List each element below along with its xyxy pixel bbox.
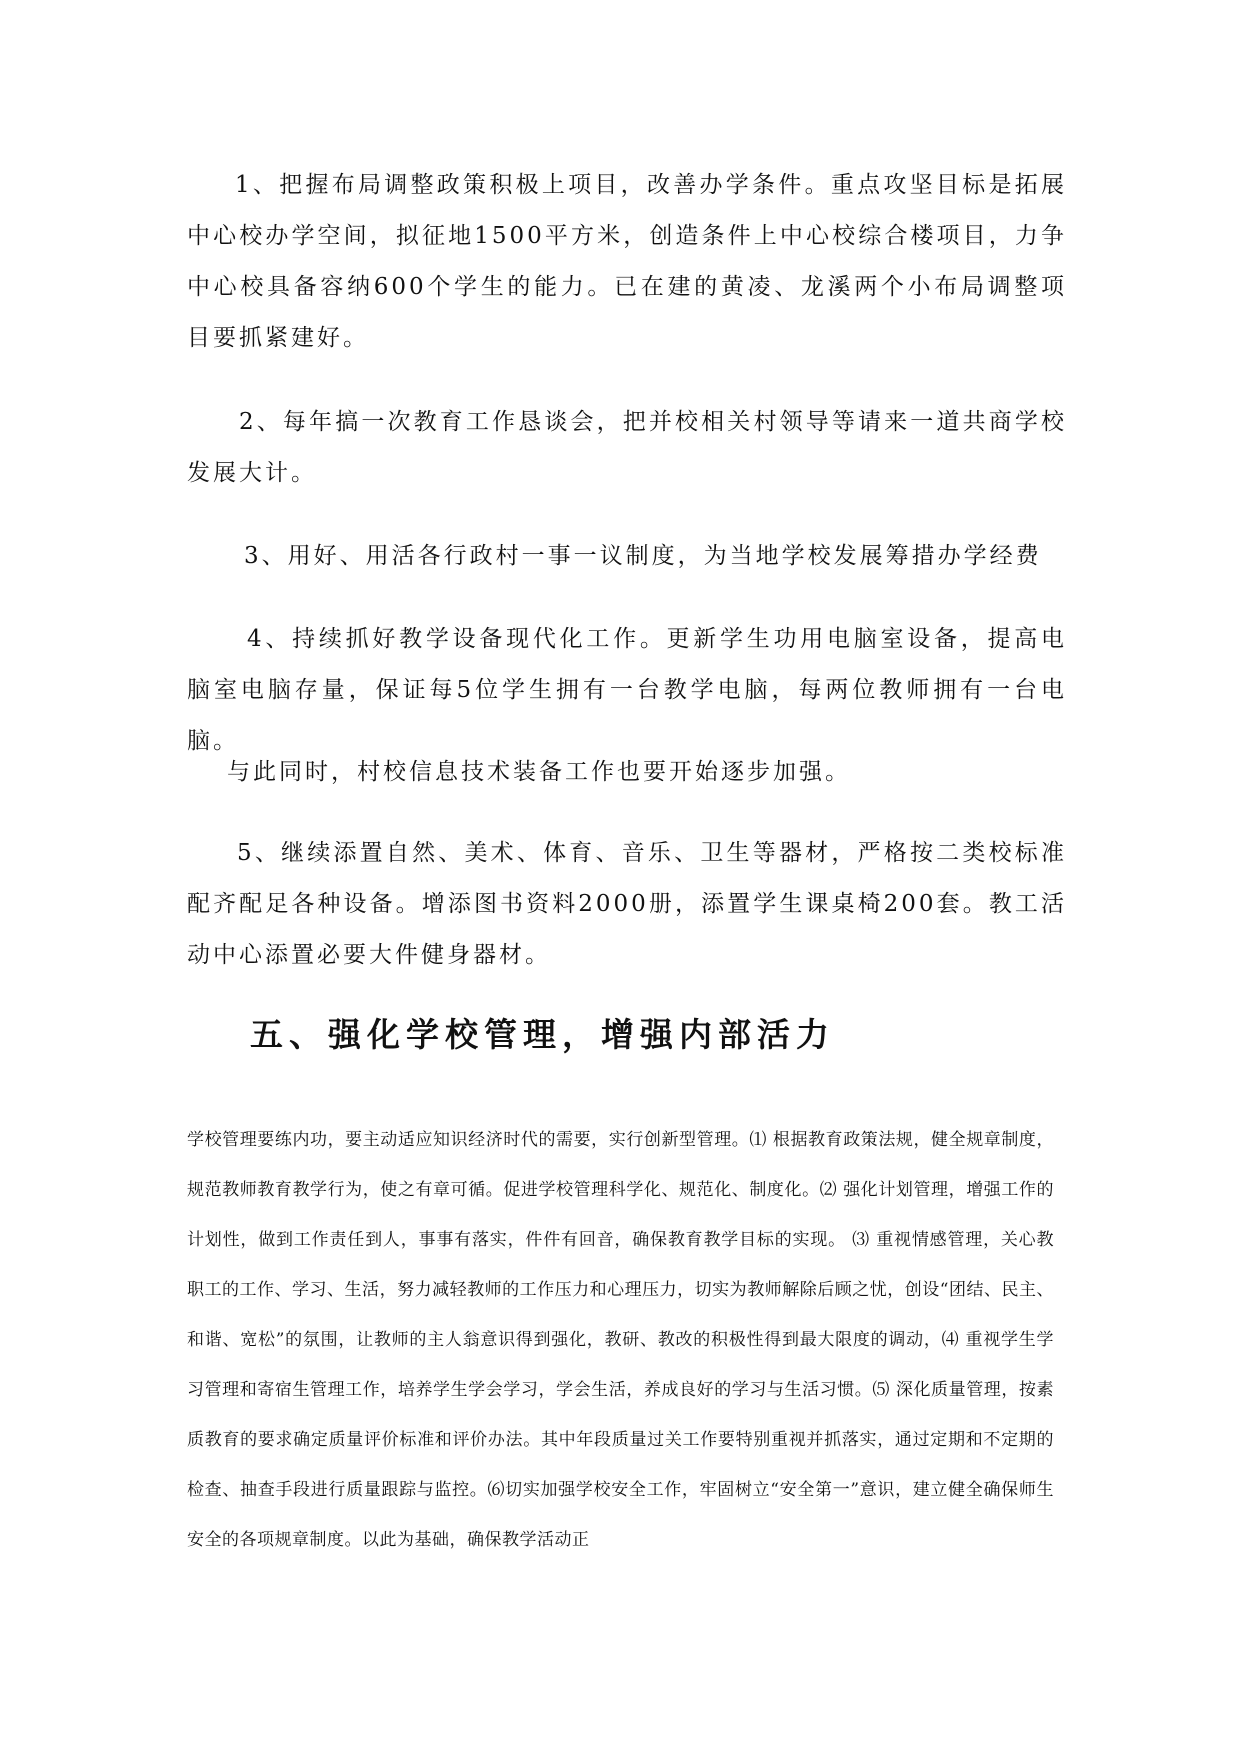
paragraph-item-2: 2、每年搞一次教育工作恳谈会，把并校相关村领导等请来一道共商学校发展大计。: [187, 409, 1067, 486]
section-body: 学校管理要练内功，要主动适应知识经济时代的需要，实行创新型管理。⑴ 根据教育政策法规，健全规章制度，规范教师教育教学行为，使之有章可循。促进学校管理科学化、规范化、制度化。⑵ 强化计划管理，增强工作的计划性，做到工作责任到人，事事有落实，件件有回音，确保教育教学目标的实现。 ⑶ 重视情感管理，关心教职工的工作、学习、生活，努力减轻教师的工作压力和心理压力，切实为教师解除后顾之忧，创设“团结、民主、和谐、宽松”的氛围，让教师的主人翁意识得到强化，教研、教改的积极性得到最大限度的调动，⑷ 重视学生学习管理和寄宿生管理工作，培养学生学会学习，学会生活，养成良好的学习与生活习惯。⑸ 深化质量管理，按素质教育的要求确定质量评价标准和评价办法。其中年段质量过关工作要特别重视并抓落实，通过定期和不定期的检查、抽查手段进行质量跟踪与监控。⑹切实加强学校安全工作，牢固树立“安全第一”意识，建立健全确保师生安全的各项规章制度。以此为基础，确保教学活动正: [187, 1130, 1054, 1550]
section-heading: 五、强化学校管理，增强内部活力: [250, 1015, 835, 1054]
paragraph-item-1: 1、把握布局调整政策积极上项目，改善办学条件。重点攻坚目标是拓展中心校办学空间，拟征地1500平方米，创造条件上中心校综合楼项目，力争中心校具备容纳600个学生的能力。已在建的黄凌、龙溪两个小布局调整项目要抓紧建好。: [187, 172, 1067, 351]
paragraph-item-3: 3、用好、用活各行政村一事一议制度，为当地学校发展筹措办学经费: [244, 543, 1042, 569]
paragraph-item-4: 4、持续抓好教学设备现代化工作。更新学生功用电脑室设备，提高电脑室电脑存量，保证每5位学生拥有一台教学电脑，每两位教师拥有一台电脑。: [187, 626, 1067, 754]
paragraph-note: 与此同时，村校信息技术装备工作也要开始逐步加强。: [227, 759, 851, 785]
paragraph-item-5: 5、继续添置自然、美术、体育、音乐、卫生等器材，严格按二类校标准配齐配足各种设备。增添图书资料2000册，添置学生课桌椅200套。教工活动中心添置必要大件健身器材。: [187, 840, 1067, 968]
